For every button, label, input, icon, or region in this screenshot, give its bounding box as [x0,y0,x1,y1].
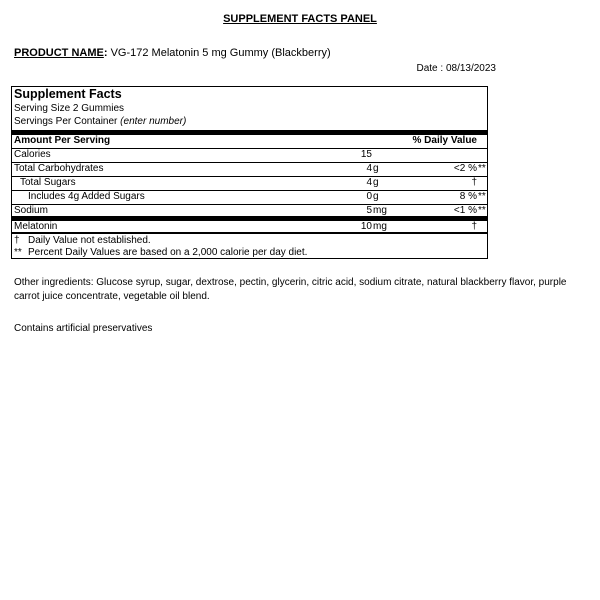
other-ingredients: Other ingredients: Glucose syrup, sugar, dextrose, pectin, glycerin, citric acid, sodium citrate, natural blackberry flavor, purple carrot juice concentrate, vegetable oil blend. [14,277,567,302]
product-line: PRODUCT NAME: VG-172 Melatonin 5 mg Gummy (Blackberry) [14,47,331,59]
nutrient-amount: 4 [366,163,372,174]
product-name-label: PRODUCT NAME [14,47,104,59]
footnote-symbol: † [14,235,20,246]
nutrient-name: Sodium [14,205,48,216]
footnote [14,235,151,246]
footnote-text: Percent Daily Values are based on a 2,000 calorie per day diet. [28,247,308,258]
nutrient-unit: mg [373,205,387,216]
servings-per-container-value: (enter number) [120,116,187,127]
nutrient-footnote-mark: ** [478,191,486,202]
table-header-row [12,135,487,147]
divider [12,232,487,234]
date-text: Date : 08/13/2023 [416,63,496,74]
table-row [12,163,487,175]
panel-title: Supplement Facts [14,87,122,101]
nutrient-name: Includes 4g Added Sugars [28,191,145,202]
servings-per-container-label: Servings Per Container [14,116,118,127]
table-row [12,177,487,189]
servings-per-container [14,116,186,127]
nutrient-amount: 10 [360,221,372,232]
nutrient-dv: † [471,177,477,188]
nutrient-footnote-mark: ** [478,205,486,216]
nutrient-name: Melatonin [14,221,58,232]
preservatives-note: Contains artificial preservatives [14,323,153,334]
table-row [12,191,487,203]
nutrient-unit: mg [373,221,387,232]
page-title: SUPPLEMENT FACTS PANEL [223,13,377,25]
nutrient-unit: g [373,191,379,202]
nutrient-amount: 5 [366,205,372,216]
nutrient-dv: <2 % [453,163,477,174]
footnote-symbol: ** [14,247,22,258]
nutrient-footnote-mark: ** [478,163,486,174]
nutrient-dv: 8 % [459,191,477,202]
nutrient-amount: 4 [366,177,372,188]
table-row [12,149,487,161]
nutrient-amount: 15 [360,149,372,160]
nutrient-dv: <1 % [453,205,477,216]
footnote [14,247,307,258]
nutrient-amount: 0 [366,191,372,202]
amount-per-serving-header: Amount Per Serving [14,135,111,146]
serving-size: Serving Size 2 Gummies [14,103,125,114]
nutrient-unit: g [373,163,379,174]
supplement-facts-panel [11,86,488,259]
nutrient-name: Total Carbohydrates [14,163,104,174]
nutrient-dv: † [471,221,477,232]
product-name-value: VG-172 Melatonin 5 mg Gummy (Blackberry) [110,47,331,59]
nutrient-unit: g [373,177,379,188]
nutrient-name: Total Sugars [20,177,76,188]
footnote-text: Daily Value not established. [28,235,151,246]
daily-value-header: % Daily Value [412,135,477,146]
nutrient-name: Calories [14,149,51,160]
